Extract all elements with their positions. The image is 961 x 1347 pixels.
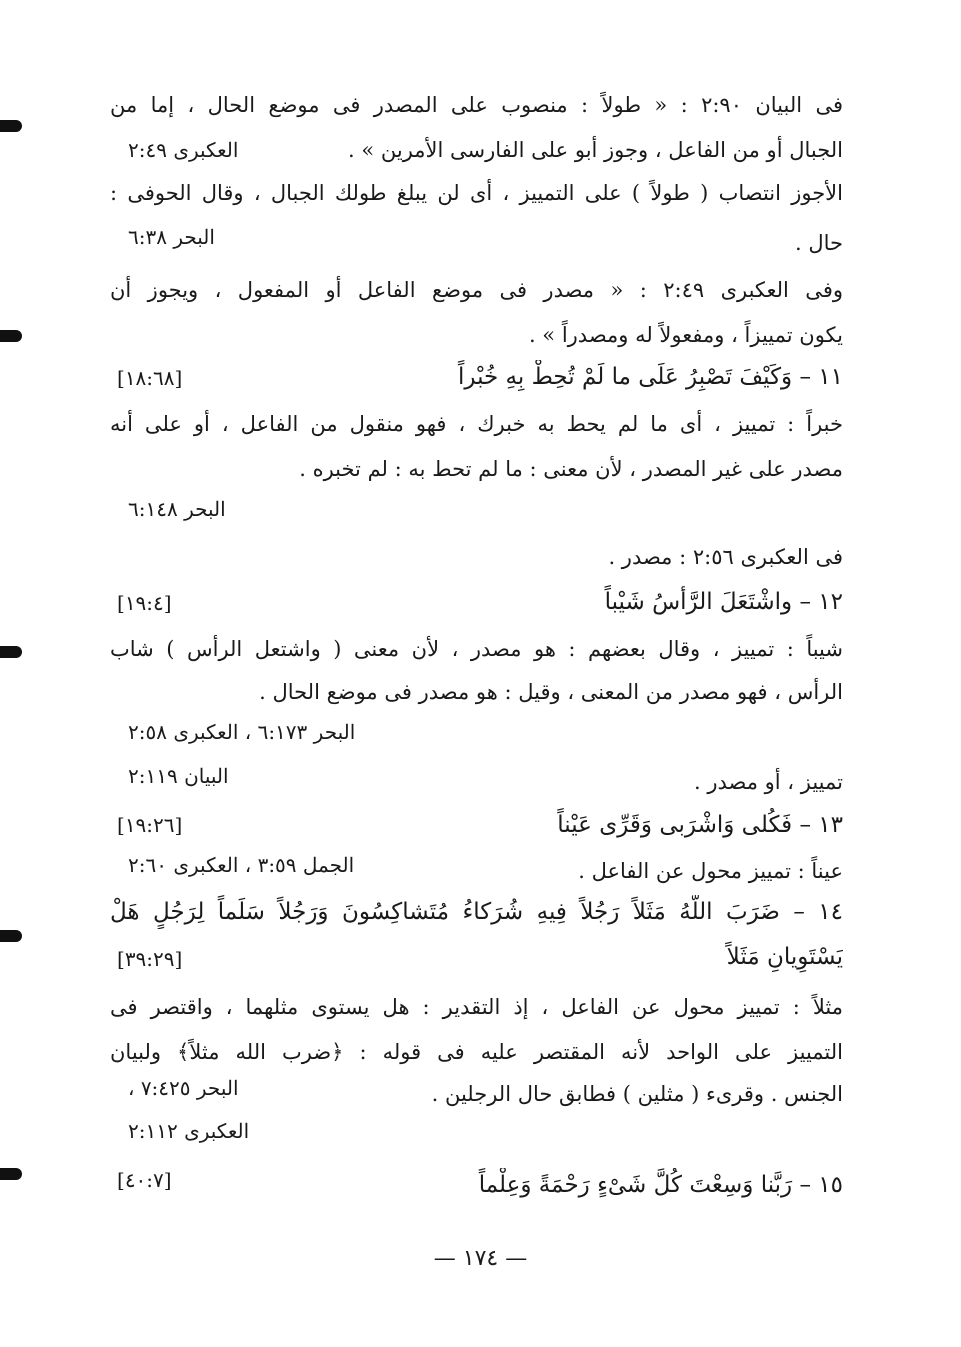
text-line: مثلاً : تمييز محول عن الفاعل ، إذ التقدير : هل يستوى مثلهما ، واقتصر فى	[110, 995, 843, 1019]
reference-note: العكبرى ٢:٤٩	[128, 138, 239, 162]
text-line: خبراً : تمييز ، أى ما لم يحط به خبرك ، فهو منقول من الفاعل ، أو على أنه	[110, 412, 843, 436]
text-line: مصدر على غير المصدر ، لأن معنى : ما لم تحط به : لم تخبره .	[299, 457, 843, 481]
margin-mark	[0, 330, 22, 342]
quran-verse: ١٢ – واشْتَعَلَ الرَّأْسُ شَيْباً	[604, 589, 843, 615]
margin-mark	[0, 646, 22, 658]
text-line: حال .	[795, 231, 843, 255]
reference-note: البحر ٦:١٧٣ ، العكبرى ٢:٥٨	[128, 720, 356, 744]
quran-verse: ١١ – وَكَيْفَ تَصْبِرُ عَلَى ما لَمْ تُحِطْ بِهِ خُبْراً	[457, 364, 843, 390]
text-line: الرأس ، فهو مصدر من المعنى ، وقيل : هو مصدر فى موضع الحال .	[259, 680, 843, 704]
quran-verse: ١٤ – ضَرَبَ اللَّهُ مَثَلاً رَجُلاً فِيهِ شُرَكاءُ مُتَشاكِسُونَ وَرَجُلاً سَلَماً لِرَجُلٍ هَلْ	[110, 899, 843, 925]
quran-verse: ١٣ – فَكُلى وَاشْرَبى وَقَرِّى عَيْناً	[557, 812, 843, 838]
text-line: الأجوز انتصاب ( طولاً ) على التمييز ، أى لن يبلغ طولك الجبال ، وقال الحوفى :	[110, 181, 843, 205]
text-line: تمييز ، أو مصدر .	[694, 770, 843, 794]
text-line: فى العكبرى ٢:٥٦ : مصدر .	[608, 545, 843, 569]
reference-note: العكبرى ٢:١١٢	[128, 1119, 250, 1143]
quran-verse: ١٥ – رَبَّنا وَسِعْتَ كُلَّ شَىْءٍ رَحْمَةً وَعِلْماً	[478, 1172, 843, 1198]
text-line: يكون تمييزاً ، ومفعولاً له ومصدراً » .	[528, 323, 843, 347]
text-line: عيناً : تمييز محول عن الفاعل .	[578, 859, 843, 883]
verse-reference: [٤٠:٧]	[117, 1168, 172, 1192]
verse-reference: [١٩:٤]	[117, 591, 172, 615]
text-line: فى البيان ٢:٩٠ : « طولاً : منصوب على المصدر فى موضع الحال ، إما من	[110, 93, 843, 117]
text-line: الجنس . وقرىء ( مثلين ) فطابق حال الرجلين .	[431, 1082, 843, 1106]
quran-verse: يَسْتَوِيانِ مَثَلاً	[726, 944, 843, 970]
text-line: شيباً : تمييز ، وقال بعضهم : هو مصدر ، لأن معنى ( واشتعل الرأس ) شاب	[110, 637, 843, 661]
verse-reference: [١٨:٦٨]	[117, 366, 183, 390]
page-number: — ١٧٤ —	[433, 1246, 528, 1271]
text-line: الجبال أو من الفاعل ، وجوز أبو على الفارسى الأمرين » .	[347, 138, 843, 162]
margin-mark	[0, 930, 22, 942]
verse-reference: [١٩:٢٦]	[117, 813, 183, 837]
margin-mark	[0, 120, 22, 132]
reference-note: البحر ٦:١٤٨	[128, 497, 226, 521]
text-line: وفى العكبرى ٢:٤٩ : « مصدر فى موضع الفاعل أو المفعول ، ويجوز أن	[110, 278, 843, 302]
reference-note: البحر ٧:٤٢٥ ،	[128, 1076, 239, 1100]
verse-reference: [٣٩:٢٩]	[117, 947, 183, 971]
reference-note: الجمل ٣:٥٩ ، العكبرى ٢:٦٠	[128, 853, 355, 877]
reference-note: البحر ٦:٣٨	[128, 225, 215, 249]
reference-note: البيان ٢:١١٩	[128, 764, 229, 788]
margin-mark	[0, 1168, 22, 1180]
text-line: التمييز على الواحد لأنه المقتصر عليه فى قوله : ﴿ضرب الله مثلاً﴾ ولبيان	[110, 1040, 843, 1064]
